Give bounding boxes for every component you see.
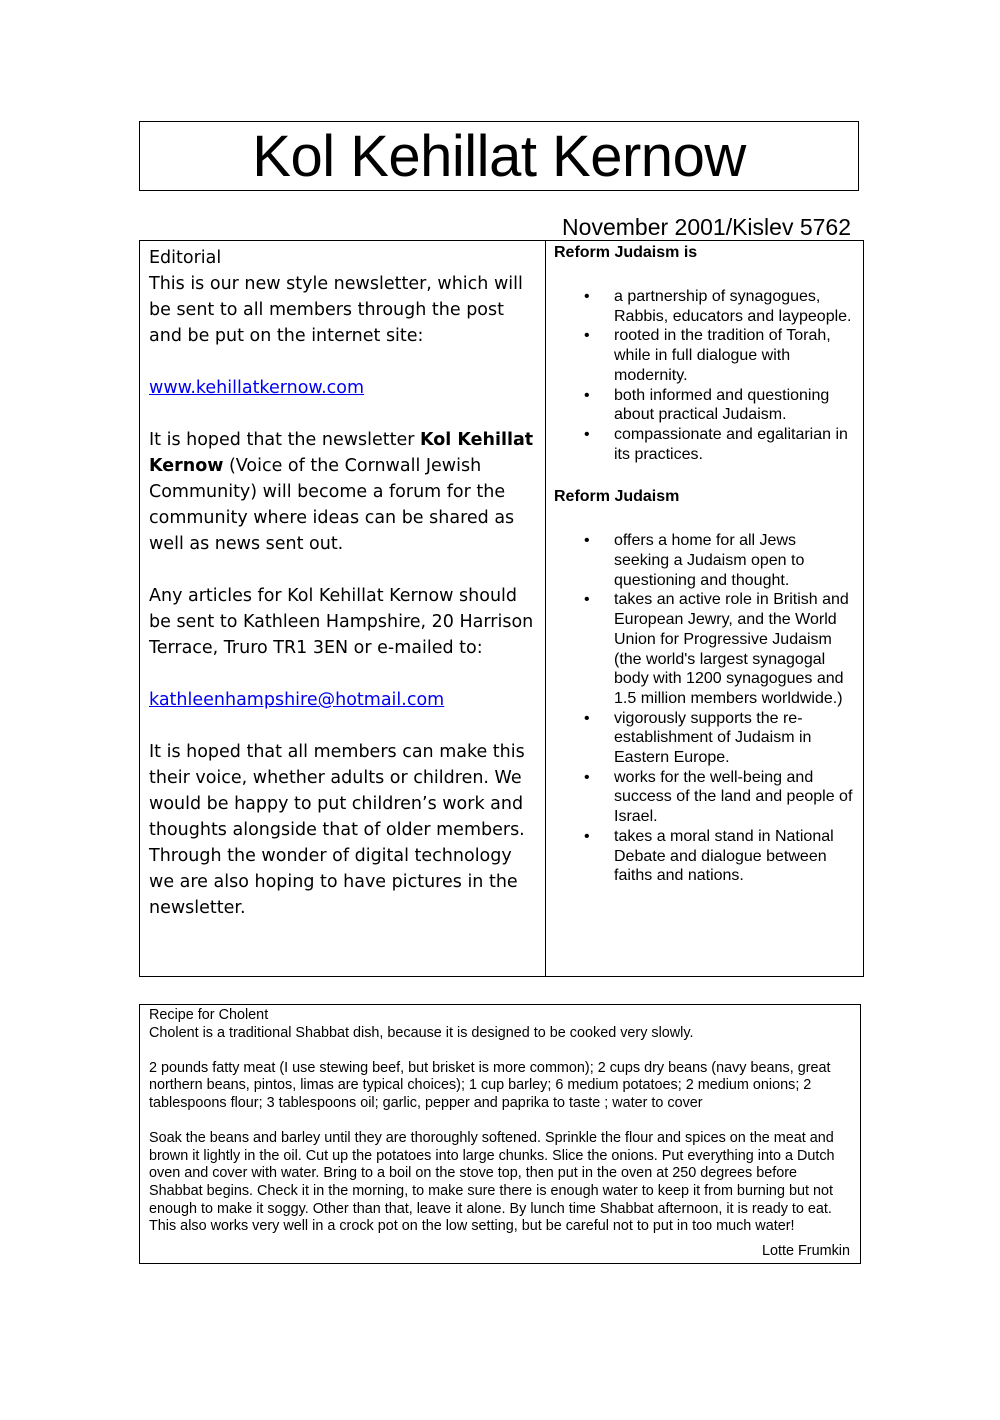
reform-heading: Reform Judaism	[554, 488, 680, 506]
editorial-paragraph-articles: Any articles for Kol Kehillat Kernow should be sent to Kathleen Hampshire, 20 Harrison Terrace, Truro TR1 3EN or e-mailed to:	[149, 586, 534, 658]
list-item: • compassionate and egalitarian in its practices.	[554, 425, 854, 464]
list-item: • rooted in the tradition of Torah, while in full dialogue with modernity.	[554, 326, 854, 385]
list-item: • takes a moral stand in National Debate and dialogue between faiths and nations.	[554, 827, 854, 886]
recipe-author: Lotte Frumkin	[762, 1243, 850, 1260]
reform-is-list	[554, 287, 854, 464]
editorial-intro: This is our new style newsletter, which will be sent to all members through the post and be put on the internet site:	[149, 274, 523, 346]
newsletter-name: Kol Kehillat Kernow	[149, 430, 534, 476]
reform-judaism-column	[554, 243, 854, 886]
recipe-method: Soak the beans and barley until they are thoroughly softened. Sprinkle the flour and spices on the meat and brown it lightly in the oil. Cut up the potatoes into large chunks. Slice the onions. Put everything into a Dutch oven and cover with water. Bring to a boil on the stove top, then put in the oven at 250 degrees before Shabbat begins. Check it in the morning, to make sure there is enough water to keep it from burning but not enough to make it soggy. Other than that, leave it alone. By lunch time Shabbat afternoon, it is ready to eat. This also works very well in a crock pot on the low setting, but be careful not to put in too much water!	[149, 1130, 835, 1235]
editorial-column	[149, 245, 541, 947]
list-item: • takes an active role in British and European Jewry, and the World Union for Progressive Judaism (the world's largest synagogal body with 1200 synagogues and 1.5 million members worldwide.)	[554, 590, 854, 708]
issue-date: November 2001/Kislev 5762	[562, 214, 851, 240]
main-content-box	[139, 240, 864, 977]
editorial-paragraph-members: It is hoped that all members can make this their voice, whether adults or children. We would be happy to put children’s work and thoughts alongside that of older members. Through the wonder of digital technology we are also hoping to have pictures in the newsletter.	[149, 742, 525, 918]
list-item: • both informed and questioning about practical Judaism.	[554, 386, 854, 425]
list-item: • a partnership of synagogues, Rabbis, educators and laypeople.	[554, 287, 854, 326]
website-link[interactable]: www.kehillatkernow.com	[149, 378, 365, 398]
recipe-ingredients: 2 pounds fatty meat (I use stewing beef, but brisket is more common); 2 cups dry beans (navy beans, great northern beans, pintos, limas are typical choices); 1 cup barley; 6 medium potatoes; 2 medium onions; 2 tablespoons flour; 3 tablespoons oil; garlic, pepper and paprika to taste ; water to cover	[149, 1059, 831, 1111]
column-divider	[545, 241, 546, 976]
recipe-title: Recipe for Cholent	[149, 1007, 269, 1023]
editorial-heading: Editorial	[149, 248, 222, 268]
list-item: • offers a home for all Jews seeking a Judaism open to questioning and thought.	[554, 531, 854, 590]
editorial-paragraph-forum: It is hoped that the newsletter Kol Kehillat Kernow (Voice of the Cornwall Jewish Community) will become a forum for the community where ideas can be shared as well as news sent out.	[149, 430, 534, 554]
reform-does-list	[554, 531, 854, 886]
newsletter-title: Kol Kehillat Kernow	[139, 121, 859, 191]
email-link[interactable]: kathleenhampshire@hotmail.com	[149, 690, 445, 710]
list-item: • vigorously supports the re-establishment of Judaism in Eastern Europe.	[554, 709, 854, 768]
list-item: • works for the well-being and success of the land and people of Israel.	[554, 768, 854, 827]
reform-heading-is: Reform Judaism is	[554, 244, 698, 261]
recipe-box	[139, 1004, 861, 1264]
recipe-intro: Cholent is a traditional Shabbat dish, because it is designed to be cooked very slowly.	[149, 1024, 694, 1041]
